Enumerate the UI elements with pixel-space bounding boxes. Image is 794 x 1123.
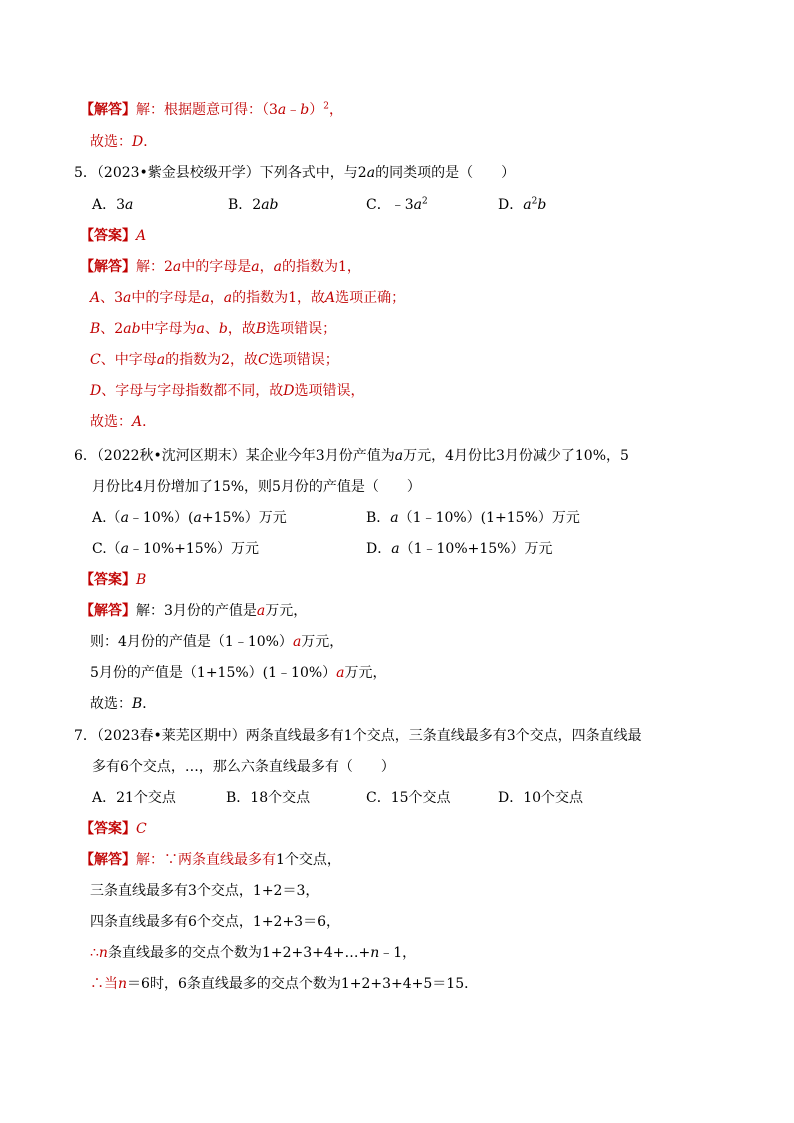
- q5-option-a: A．3a: [92, 197, 134, 213]
- q7-stem-line-1: [74, 726, 642, 746]
- explain-bracket: 【解答】: [80, 102, 136, 118]
- q7-stem-line-2: 多有6个交点，…，那么六条直线最多有（ ）: [92, 759, 395, 775]
- q6-option-d: D．a（1﹣10%+15%）万元: [366, 541, 553, 557]
- answer-bracket: 【答案】: [80, 821, 136, 837]
- q6-option-b: B．a（1﹣10%）(1+15%）万元: [366, 510, 580, 526]
- q5-stem: 5．（2023•紫金县校级开学）下列各式中，与2a的同类项的是（ ）: [74, 165, 516, 181]
- q5-explain-line-5: D、字母与字母指数都不同，故D选项错误，: [90, 383, 365, 399]
- q5-option-c: C．$﹣3a^2$: [366, 196, 428, 213]
- q6-explain-line-4: 故选：B．: [90, 696, 157, 712]
- explain-bracket: 【解答】: [80, 603, 136, 619]
- q5-number: 5．: [74, 165, 97, 181]
- q5-explain-line-1: 【解答】解：2a中的字母是a，a的指数为1，: [80, 259, 361, 275]
- q6-answer: B: [136, 572, 147, 588]
- q6-stem-line-2: 月份比4月份增加了15%，则5月份的产值是（ ）: [92, 479, 421, 495]
- explain-bracket: 【解答】: [80, 259, 136, 275]
- q5-explain-line-3: B、2ab中字母为a、b，故B选项错误；: [90, 321, 337, 337]
- q6-explain-line-1: 【解答】解：3月份的产值是a万元，: [80, 603, 308, 619]
- q6-option-a: A.（a﹣10%）(a+15%）万元: [92, 510, 287, 526]
- q7-explain-line-5: ∴当n＝6时，6条直线最多的交点个数为1+2+3+4+5＝15．: [90, 976, 479, 992]
- q6-option-c: C.（a﹣10%+15%）万元: [92, 541, 259, 557]
- q7-answer: C: [136, 821, 147, 837]
- q7-explain-line-1: 【解答】解：∵两条直线最多有1个交点，: [80, 852, 341, 868]
- q5-answer-line: [80, 226, 146, 246]
- q7-option-d: D．10个交点: [498, 790, 584, 806]
- q6-explain-line-3: 5月份的产值是（1+15%）(1﹣10%）a万元，: [90, 665, 387, 681]
- q7-number: 7．: [74, 728, 97, 744]
- q6-explain-line-2: 则：4月份的产值是（1﹣10%）a万元，: [90, 634, 344, 650]
- q5-answer: A: [136, 228, 147, 244]
- q4-explain-line: [80, 100, 343, 120]
- explain-bracket: 【解答】: [80, 852, 136, 868]
- q6-answer-line: [80, 570, 146, 590]
- q7-explain-line-4: ∴n条直线最多的交点个数为1+2+3+4+…+n﹣1，: [90, 945, 417, 961]
- q5-explain-line-2: A、3a中的字母是a，a的指数为1，故A选项正确；: [90, 290, 406, 306]
- q7-stem-text: （2023春•莱芜区期中）两条直线最多有1个交点，三条直线最多有3个交点，四条直线最: [96, 728, 642, 744]
- q4-explain-text: 解：根据题意可得：（3a﹣b）$^2$，: [136, 101, 343, 118]
- q7-option-a: A．21个交点: [92, 790, 176, 806]
- q7-explain-line-3: 四条直线最多有6个交点，1+2+3＝6，: [90, 914, 340, 930]
- q7-option-b: B．18个交点: [226, 790, 311, 806]
- q6-stem-line-1: 6．（2022秋•沈河区期末）某企业今年3月份产值为a万元，4月份比3月份减少了10%，5: [74, 448, 629, 464]
- q5-option-d: D．$a^2b$: [498, 196, 547, 213]
- q7-answer-line: [80, 819, 147, 839]
- q5-option-b: B．2ab: [228, 197, 279, 213]
- q5-explain-line-4: C、中字母a的指数为2，故C选项错误；: [90, 352, 339, 368]
- q6-number: 6．: [74, 448, 97, 464]
- q7-option-c: C．15个交点: [366, 790, 451, 806]
- q5-explain-line-6: 故选：A．: [90, 414, 157, 430]
- answer-bracket: 【答案】: [80, 228, 136, 244]
- answer-bracket: 【答案】: [80, 572, 136, 588]
- q7-explain-line-2: 三条直线最多有3个交点，1+2＝3，: [90, 883, 320, 899]
- q4-choose: 故选：D．: [90, 134, 158, 150]
